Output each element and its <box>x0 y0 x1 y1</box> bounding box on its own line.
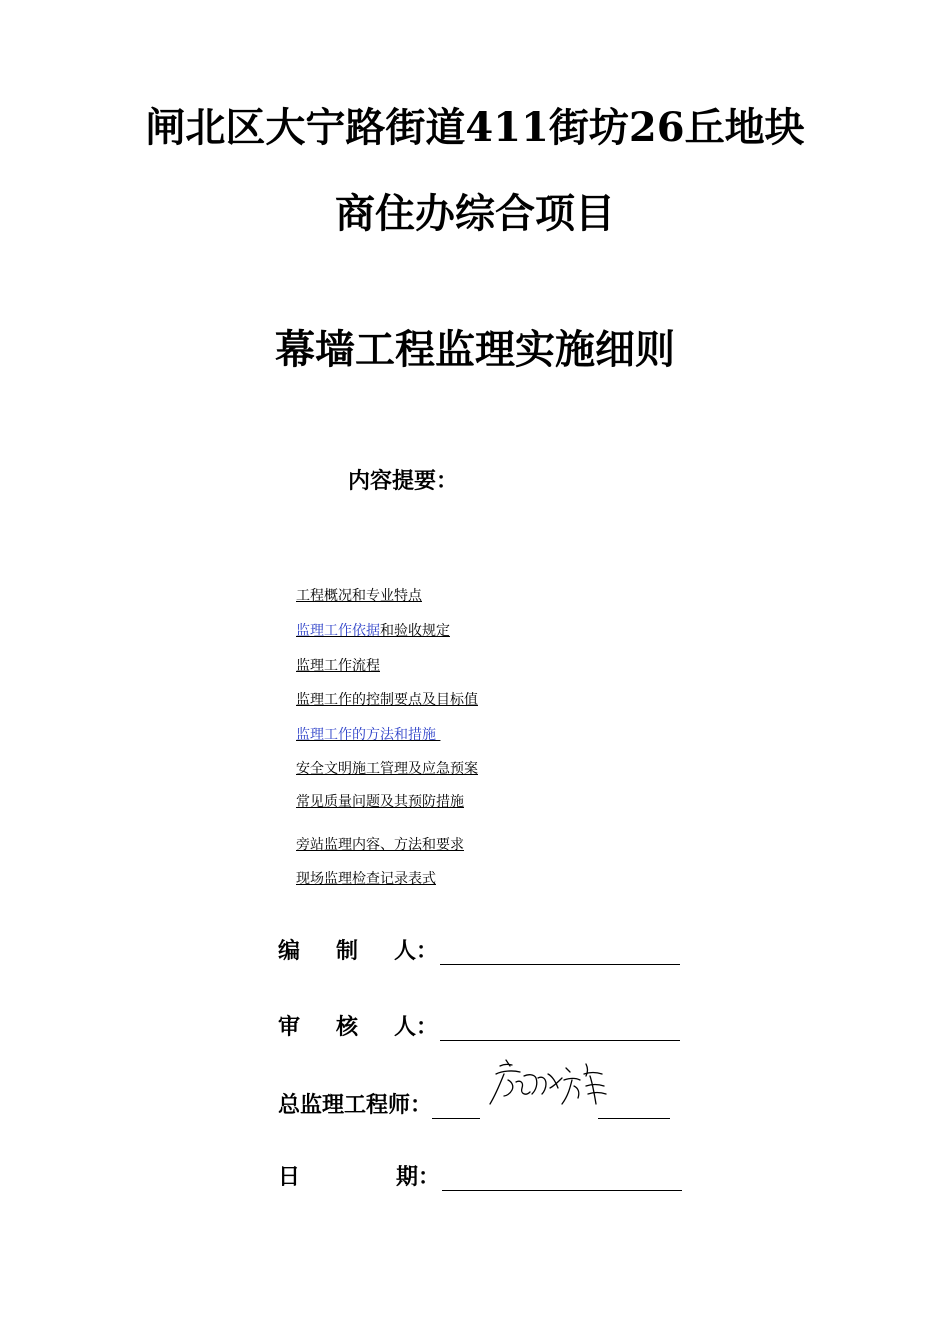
toc-item-text: 工程概况和专业特点 <box>296 588 422 604</box>
toc-item-text: 安全文明施工管理及应急预案 <box>296 761 478 777</box>
toc-item-basis-and-acceptance[interactable] <box>296 620 450 640</box>
toc-item-text: 常见质量问题及其预防措施 <box>296 794 464 810</box>
toc-item-text: 现场监理检查记录表式 <box>296 871 436 887</box>
compiler-field[interactable] <box>440 944 680 965</box>
summary-heading: 内容提要： <box>348 468 459 494</box>
toc-item-sidestation-supervision[interactable] <box>296 834 464 854</box>
toc-item-workflow[interactable] <box>296 655 380 675</box>
toc-item-text-link: 监理工作的方法和措施 <box>296 727 441 743</box>
toc-item-control-points[interactable] <box>296 689 478 709</box>
reviewer-field[interactable] <box>440 1020 680 1041</box>
reviewer-row <box>278 1010 680 1041</box>
toc-item-text-link: 监理工作依据 <box>296 623 380 639</box>
toc-item-project-overview[interactable] <box>296 585 422 605</box>
reviewer-label: 审 核 人： <box>278 1014 439 1040</box>
compiler-label: 编 制 人： <box>278 938 439 964</box>
handwritten-signature <box>486 1052 616 1116</box>
toc-item-text: 监理工作的控制要点及目标值 <box>296 692 478 708</box>
date-row <box>278 1160 682 1191</box>
chief-engineer-field-left[interactable] <box>432 1098 480 1119</box>
toc-item-safety-management[interactable] <box>296 758 478 778</box>
toc-item-text: 监理工作流程 <box>296 658 380 674</box>
toc-item-text: 旁站监理内容、方法和要求 <box>296 837 464 853</box>
project-title-line-1: 闸北区大宁路街道411街坊26丘地块 <box>145 104 805 151</box>
toc-item-inspection-forms[interactable] <box>296 868 436 888</box>
toc-item-text: 和验收规定 <box>380 623 450 639</box>
toc-item-methods-and-measures[interactable] <box>296 724 440 744</box>
toc-item-quality-issues[interactable] <box>296 791 464 811</box>
date-field[interactable] <box>442 1170 682 1191</box>
project-title-line-2: 商住办综合项目 <box>335 190 615 237</box>
chief-engineer-label: 总监理工程师： <box>278 1092 433 1118</box>
document-title: 幕墙工程监理实施细则 <box>275 326 675 373</box>
date-label: 日 期： <box>278 1164 441 1190</box>
compiler-row <box>278 934 680 965</box>
